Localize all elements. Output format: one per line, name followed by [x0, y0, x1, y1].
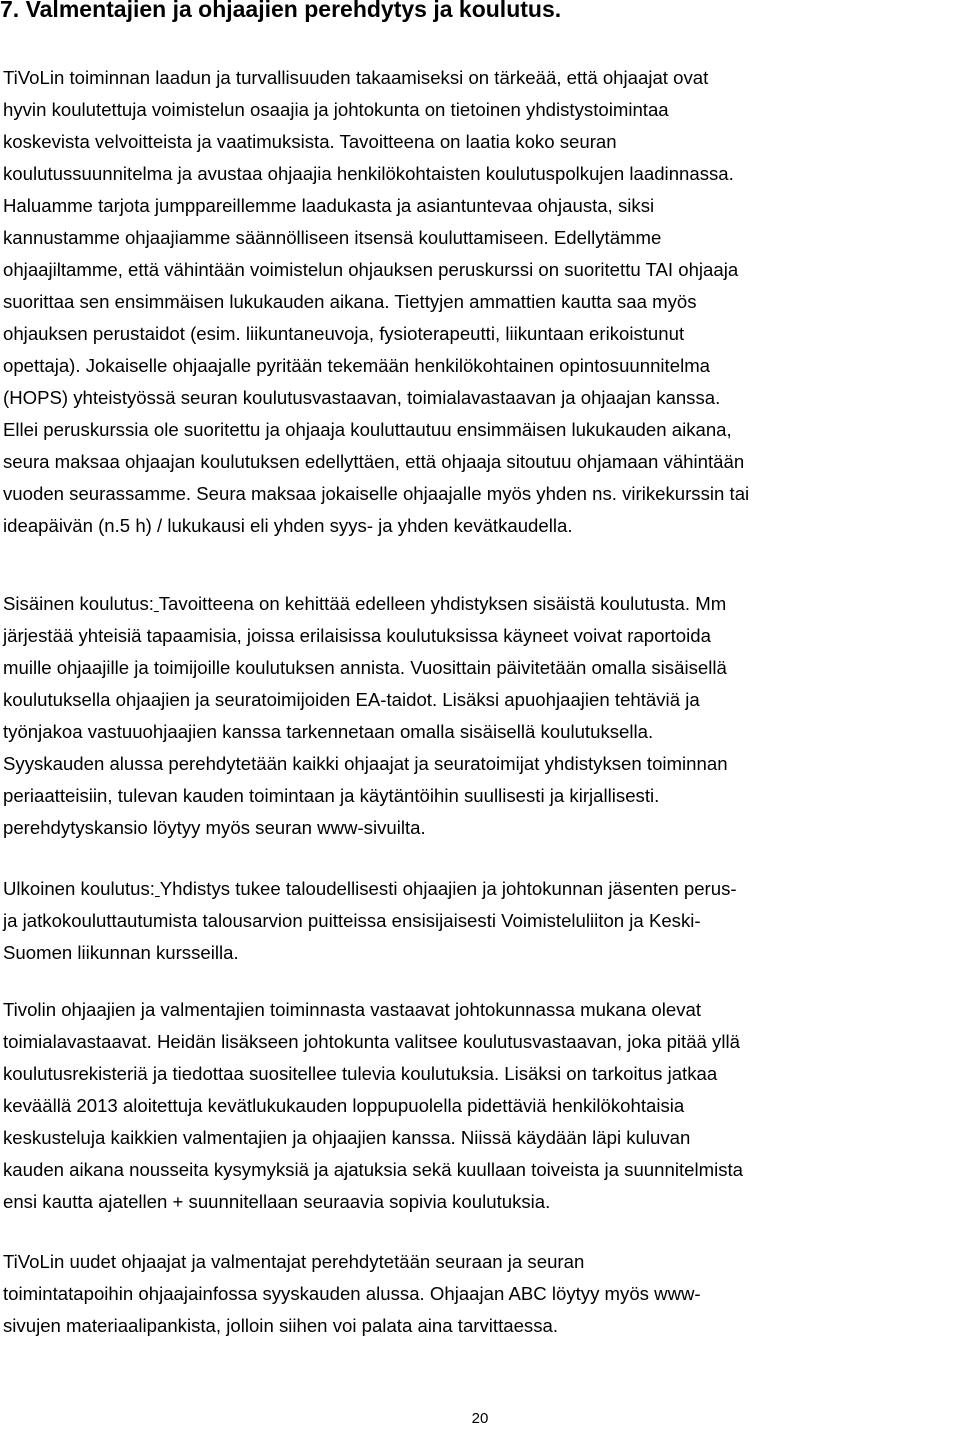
intro-paragraph — [3, 62, 958, 542]
text-line: kannustamme ohjaajiamme säännölliseen itsensä kouluttamiseen. Edellytämme — [3, 227, 662, 248]
text-line: Suomen liikunnan kursseilla. — [3, 942, 239, 963]
text-line: toimialavastaavat. Heidän lisäkseen johtokunta valitsee koulutusvastaavan, joka pitää yllä — [3, 1031, 740, 1052]
text-line: TiVoLin toiminnan laadun ja turvallisuuden takaamiseksi on tärkeää, että ohjaajat ovat — [3, 67, 709, 88]
text-line: koulutuksella ohjaajien ja seuratoimijoiden EA-taidot. Lisäksi apuohjaajien tehtäviä ja — [3, 689, 700, 710]
text-line: ohjauksen perustaidot (esim. liikuntaneuvoja, fysioterapeutti, liikuntaan erikoistunut — [3, 323, 685, 344]
text-line: koulutusrekisteriä ja tiedottaa suositellee tulevia koulutuksia. Lisäksi on tarkoitus jatkaa — [3, 1063, 718, 1084]
text-line: muille ohjaajille ja toimijoille koulutuksen annista. Vuosittain päivitetään omalla sisäisellä — [3, 657, 727, 678]
page-number: 20 — [471, 1410, 489, 1427]
text-line: sivujen materiaalipankista, jolloin siihen voi palata aina tarvittaessa. — [3, 1315, 559, 1336]
text-line: Syyskauden alussa perehdytetään kaikki ohjaajat ja seuratoimijat yhdistyksen toiminnan — [3, 753, 728, 774]
text-line: TiVoLin uudet ohjaajat ja valmentajat perehdytetään seuraan ja seuran — [3, 1251, 585, 1272]
text-line: (HOPS) yhteistyössä seuran koulutusvastaavan, toimialavastaavan ja ohjaajan kanssa. — [3, 387, 721, 408]
text-line: suorittaa sen ensimmäisen lukukauden aikana. Tiettyjen ammattien kautta saa myös — [3, 291, 697, 312]
text-line: kauden aikana nousseita kysymyksiä ja ajatuksia sekä kuullaan toiveista ja suunnitelmista — [3, 1159, 744, 1180]
text-line: keväällä 2013 aloitettuja kevätlukukauden loppupuolella pidettäviä henkilökohtaisia — [3, 1095, 685, 1116]
external-training-first-text: Yhdistys tukee taloudellisesti ohjaajien ja johtokunnan jäsenten perus- — [159, 878, 737, 899]
section-heading: 7. Valmentajien ja ohjaajien perehdytys ja koulutus. — [0, 0, 562, 22]
text-line: ohjaajiltamme, että vähintään voimistelun ohjauksen peruskurssi on suoritettu TAI ohjaaja — [3, 259, 739, 280]
text-line: opettaja). Jokaiselle ohjaajalle pyritään tekemään henkilökohtainen opintosuunnitelma — [3, 355, 711, 376]
external-training-lead: Ulkoinen koulutus: — [3, 878, 155, 899]
text-line: hyvin koulutettuja voimistelun osaajia ja johtokunta on tietoinen yhdistystoimintaa — [3, 99, 669, 120]
text-line: järjestää yhteisiä tapaamisia, joissa erilaisissa koulutuksissa käyneet voivat raportoida — [3, 625, 711, 646]
internal-training-paragraph — [3, 588, 958, 844]
internal-training-first-text: Tavoitteena on kehittää edelleen yhdistyksen sisäistä koulutusta. Mm — [158, 593, 727, 614]
onboarding-paragraph — [3, 1246, 958, 1342]
text-line: vuoden seurassamme. Seura maksaa jokaiselle ohjaajalle myös yhden ns. virikekurssin tai — [3, 483, 750, 504]
text-line: seura maksaa ohjaajan koulutuksen edellyttäen, että ohjaaja sitoutuu ohjamaan vähintään — [3, 451, 745, 472]
text-line: periaatteisiin, tulevan kauden toimintaan ja käytäntöihin suullisesti ja kirjallisesti. — [3, 785, 660, 806]
text-line: ideapäivän (n.5 h) / lukukausi eli yhden syys- ja yhden kevätkaudella. — [3, 515, 573, 536]
text-line: työnjakoa vastuuohjaajien kanssa tarkennetaan omalla sisäisellä koulutuksella. — [3, 721, 654, 742]
text-line: Ellei peruskurssia ole suoritettu ja ohjaaja kouluttautuu ensimmäisen lukukauden aikana, — [3, 419, 732, 440]
text-line: perehdytyskansio löytyy myös seuran www-sivuilta. — [3, 817, 426, 838]
responsibility-paragraph — [3, 994, 958, 1218]
text-line: koulutussuunnitelma ja avustaa ohjaajia henkilökohtaisten koulutuspolkujen laadinnassa. — [3, 163, 734, 184]
text-line: koskevista velvoitteista ja vaatimuksista. Tavoitteena on laatia koko seuran — [3, 131, 617, 152]
text-line: ja jatkokouluttautumista talousarvion puitteissa ensisijaisesti Voimisteluliiton ja Keski- — [3, 910, 701, 931]
internal-training-lead: Sisäinen koulutus: — [3, 593, 154, 614]
text-line: toimintatapoihin ohjaajainfossa syyskauden alussa. Ohjaajan ABC löytyy myös www- — [3, 1283, 701, 1304]
text-line: keskusteluja kaikkien valmentajien ja ohjaajien kanssa. Niissä käydään läpi kuluvan — [3, 1127, 691, 1148]
text-line: Tivolin ohjaajien ja valmentajien toiminnasta vastaavat johtokunnassa mukana olevat — [3, 999, 702, 1020]
text-line: Haluamme tarjota jumppareillemme laadukasta ja asiantuntevaa ohjausta, siksi — [3, 195, 655, 216]
external-training-paragraph — [3, 873, 958, 969]
text-line — [3, 873, 958, 905]
text-line — [3, 588, 958, 620]
text-line: ensi kautta ajatellen + suunnitellaan seuraavia sopivia koulutuksia. — [3, 1191, 551, 1212]
